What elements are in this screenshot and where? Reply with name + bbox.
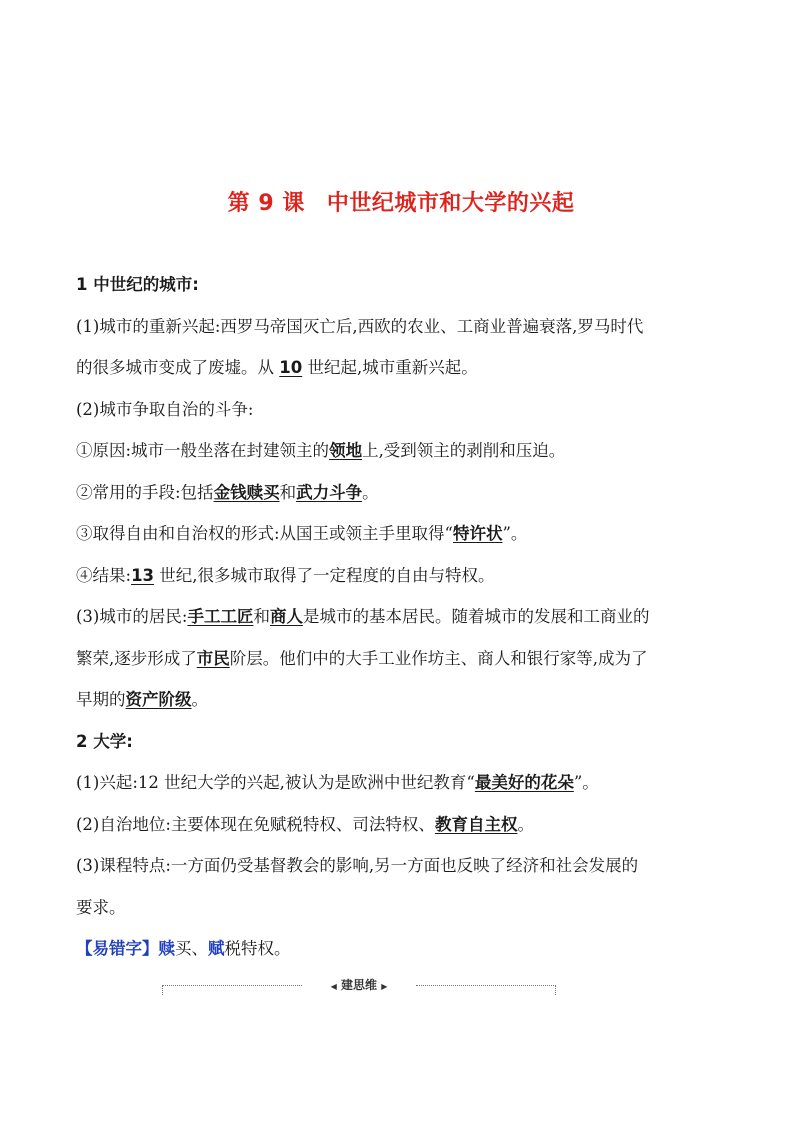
highlight-text: 赋: [208, 939, 225, 958]
text-segment: ④结果:: [76, 565, 132, 585]
text-segment: (2)自治地位:主要体现在免赋税特权、司法特权、: [76, 814, 435, 834]
keyword: 10: [279, 358, 303, 377]
keyword: 特许状: [453, 524, 503, 543]
lesson-number: 第 9 课: [227, 191, 305, 216]
keyword: 教育自主权: [434, 814, 518, 834]
text-segment: 世纪,很多城市取得了一定程度的自由与特权。: [154, 565, 495, 585]
keyword: 武力斗争: [296, 482, 363, 502]
text-line: [76, 476, 726, 518]
text-segment: 和: [253, 607, 270, 626]
text-segment: ②常用的手段:包括: [76, 482, 214, 502]
text-segment: 买、: [175, 939, 208, 958]
triangle-left-icon: ◀: [330, 982, 337, 991]
text-line: [76, 600, 726, 642]
text-line: [76, 517, 726, 559]
text-line: [76, 891, 726, 933]
text-segment: 和: [279, 482, 297, 502]
text-segment: ①原因:城市一般坐落在封建领主的: [76, 441, 330, 460]
text-segment: (1)城市的重新兴起:西罗马帝国灭亡后,西欧的农业、工商业普遍衰落,罗马时代: [76, 316, 644, 336]
highlight-text: 【易错字】: [76, 939, 159, 958]
text-segment: 是城市的基本居民。随着城市的发展和工商业的: [302, 607, 650, 626]
text-segment: 要求。: [76, 897, 126, 917]
text-segment: (2)城市争取自治的斗争:: [76, 399, 254, 419]
keyword: 市民: [196, 648, 230, 668]
keyword: 13: [131, 565, 155, 585]
text-line: [76, 808, 726, 850]
section-divider: [162, 976, 556, 996]
text-line: [76, 725, 726, 767]
text-segment: 阶层。他们中的大手工业作坊主、商人和银行家等,成为了: [229, 648, 648, 668]
keyword: 金钱赎买: [213, 482, 280, 502]
lesson-content: [76, 268, 726, 974]
section-heading: 1 中世纪的城市:: [76, 275, 199, 294]
divider-label: ◀ 建思维 ▶: [330, 978, 388, 992]
text-segment: (3)城市的居民:: [76, 607, 188, 626]
text-segment: (3)课程特点:一方面仍受基督教会的影响,另一方面也反映了经济和社会发展的: [76, 856, 639, 875]
text-line: [76, 310, 726, 352]
keyword: 商人: [269, 607, 303, 626]
keyword: 手工工匠: [187, 607, 254, 626]
text-line: [76, 642, 726, 684]
lesson-name: 中世纪城市和大学的兴起: [326, 191, 575, 216]
text-line: [76, 849, 726, 891]
page-title: [76, 186, 726, 217]
text-line: [76, 434, 726, 476]
text-line: [76, 268, 726, 310]
keyword: 最美好的花朵: [474, 773, 574, 792]
highlight-text: 赎: [158, 939, 175, 958]
section-heading: 2 大学:: [76, 731, 133, 751]
text-segment: 税特权。: [224, 939, 291, 958]
text-segment: 。: [517, 814, 534, 834]
text-line: [76, 683, 726, 725]
text-line: [76, 559, 726, 601]
triangle-right-icon: ▶: [381, 982, 388, 991]
text-line: [76, 766, 726, 808]
text-segment: (1)兴起:12 世纪大学的兴起,被认为是欧洲中世纪教育“: [76, 773, 475, 792]
text-segment: ”。: [573, 773, 599, 792]
text-segment: 繁荣,逐步形成了: [76, 648, 197, 668]
text-line: [76, 932, 726, 974]
text-line: [76, 393, 726, 435]
text-segment: 早期的: [76, 690, 126, 709]
text-segment: 上,受到领主的剥削和压迫。: [362, 441, 566, 460]
text-segment: ”。: [502, 524, 528, 543]
keyword: 领地: [329, 441, 363, 460]
keyword: 资产阶级: [125, 690, 192, 709]
text-line: [76, 351, 726, 393]
text-segment: 的很多城市变成了废墟。从: [76, 358, 280, 377]
text-segment: ③取得自由和自治权的形式:从国王或领主手里取得“: [76, 524, 453, 543]
text-segment: 。: [191, 690, 208, 709]
text-segment: 世纪起,城市重新兴起。: [302, 358, 478, 377]
text-segment: 。: [362, 482, 379, 502]
